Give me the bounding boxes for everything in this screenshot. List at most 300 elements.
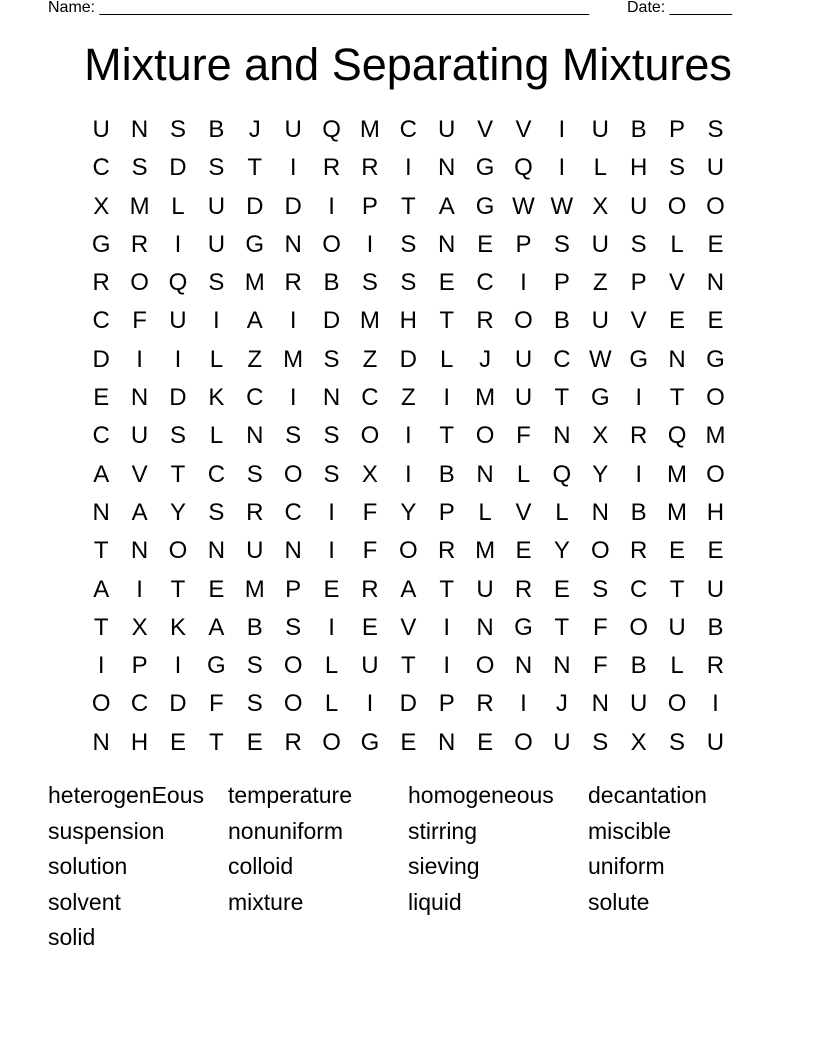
grid-cell: N: [438, 230, 456, 258]
word-list-item: mixture: [228, 888, 304, 915]
grid-cell: C: [207, 460, 226, 488]
grid-cell: L: [324, 652, 339, 680]
grid-cell: R: [361, 575, 379, 603]
grid-cell: Q: [322, 116, 341, 143]
grid-cell: U: [706, 154, 725, 182]
grid-cell: M: [244, 269, 265, 297]
grid-cell: D: [169, 154, 187, 182]
grid-cell: N: [284, 537, 302, 565]
grid-cell: E: [400, 728, 417, 756]
grid-cell: O: [475, 422, 495, 450]
grid-cell: I: [328, 498, 335, 526]
grid-cell: V: [630, 307, 647, 335]
grid-cell: N: [514, 652, 533, 680]
grid-cell: M: [283, 345, 304, 373]
grid-cell: N: [322, 384, 341, 412]
grid-cell: H: [399, 307, 417, 335]
grid-cell: O: [590, 537, 610, 565]
grid-cell: A: [246, 307, 263, 335]
grid-cell: P: [438, 690, 455, 718]
grid-cell: N: [438, 728, 456, 756]
grid-cell: O: [706, 384, 725, 412]
grid-cell: S: [553, 230, 570, 258]
header: [48, 0, 768, 20]
grid-cell: E: [323, 575, 340, 603]
grid-cell: I: [213, 307, 220, 335]
grid-cell: P: [131, 652, 148, 680]
grid-cell: G: [475, 154, 495, 182]
grid-cell: L: [593, 154, 607, 182]
grid-cell: Y: [553, 537, 570, 565]
date-field[interactable]: Date: _______: [627, 0, 732, 16]
grid-cell: T: [669, 575, 685, 603]
grid-cell: I: [328, 613, 335, 641]
grid-cell: M: [705, 422, 726, 450]
grid-cell: I: [97, 652, 105, 680]
grid-cell: D: [284, 192, 302, 220]
grid-cell: A: [131, 498, 148, 526]
grid-cell: S: [592, 575, 609, 603]
grid-cell: E: [707, 537, 724, 565]
grid-cell: I: [558, 154, 566, 182]
grid-cell: C: [476, 269, 494, 297]
name-field[interactable]: Name: _______________________________________________________: [48, 0, 589, 16]
page-title: Mixture and Separating Mixtures: [84, 39, 732, 90]
grid-cell: H: [130, 728, 149, 756]
grid-cell: A: [400, 575, 417, 603]
grid-cell: R: [361, 154, 379, 182]
grid-cell: L: [478, 498, 492, 526]
grid-cell: B: [208, 116, 225, 143]
grid-cell: S: [707, 116, 724, 143]
grid-cell: Z: [362, 345, 378, 373]
grid-cell: Q: [168, 269, 188, 297]
grid-cell: F: [209, 690, 224, 718]
grid-cell: T: [554, 613, 570, 641]
grid-cell: I: [366, 230, 374, 258]
grid-cell: T: [93, 537, 109, 565]
word-list-item: heterogenEous: [48, 782, 205, 808]
grid-cell: B: [630, 652, 647, 680]
grid-cell: T: [209, 728, 224, 756]
grid-cell: I: [136, 575, 143, 603]
grid-cell: O: [283, 690, 303, 718]
word-list-item: suspension: [48, 817, 165, 844]
grid-cell: S: [208, 154, 225, 182]
grid-cell: M: [667, 498, 688, 526]
grid-cell: X: [592, 422, 609, 450]
grid-cell: S: [246, 690, 263, 718]
grid-cell: O: [91, 690, 111, 718]
grid-cell: T: [400, 192, 416, 220]
grid-cell: S: [630, 230, 647, 258]
grid-cell: P: [438, 498, 455, 526]
word-list-item: temperature: [228, 782, 353, 808]
grid-cell: F: [592, 652, 608, 680]
grid-cell: U: [591, 230, 609, 258]
grid-cell: T: [439, 307, 455, 335]
grid-cell: E: [93, 384, 110, 412]
grid-cell: R: [438, 537, 456, 565]
grid-cell: O: [514, 728, 533, 756]
grid-cell: O: [322, 728, 341, 756]
grid-cell: A: [438, 192, 455, 220]
grid-cell: C: [130, 690, 149, 718]
grid-cell: T: [400, 652, 416, 680]
grid-cell: N: [553, 422, 571, 450]
grid-cell: O: [706, 460, 725, 488]
grid-cell: P: [553, 269, 570, 297]
grid-cell: D: [399, 345, 417, 373]
grid-cell: D: [399, 690, 417, 718]
grid-cell: I: [289, 307, 297, 335]
grid-cell: N: [668, 345, 686, 373]
grid-cell: V: [669, 269, 686, 297]
grid-cell: T: [439, 575, 455, 603]
grid-cell: T: [170, 460, 186, 488]
grid-cell: E: [246, 728, 263, 756]
grid-cell: E: [438, 269, 455, 297]
word-list-item: solution: [48, 853, 128, 880]
grid-cell: M: [359, 307, 380, 335]
grid-cell: D: [92, 345, 110, 373]
grid-cell: C: [92, 422, 110, 450]
word-list-item: miscible: [588, 817, 672, 844]
grid-cell: P: [630, 269, 647, 297]
grid-cell: S: [208, 269, 225, 297]
grid-cell: V: [131, 460, 148, 488]
grid-cell: L: [209, 422, 224, 450]
grid-cell: O: [629, 613, 648, 641]
word-list-item: solid: [48, 924, 96, 951]
grid-cell: I: [366, 690, 374, 718]
grid-cell: U: [629, 690, 648, 718]
grid-cell: S: [285, 422, 302, 450]
grid-cell: X: [361, 460, 378, 488]
grid-cell: R: [514, 575, 533, 603]
grid-cell: U: [207, 192, 226, 220]
grid-cell: T: [439, 422, 455, 450]
grid-cell: B: [707, 613, 724, 641]
grid-cell: E: [477, 728, 494, 756]
grid-cell: U: [130, 422, 149, 450]
grid-cell: B: [438, 460, 455, 488]
grid-cell: C: [92, 154, 110, 182]
grid-cell: G: [590, 384, 610, 412]
grid-cell: O: [475, 652, 495, 680]
grid-cell: P: [669, 116, 686, 143]
grid-cell: F: [516, 422, 531, 450]
grid-cell: V: [515, 116, 532, 143]
grid-cell: J: [248, 116, 261, 143]
grid-cell: S: [169, 116, 186, 143]
grid-cell: D: [169, 690, 187, 718]
grid-cell: R: [706, 652, 725, 680]
grid-cell: G: [360, 728, 380, 756]
grid-cell: U: [361, 652, 379, 680]
grid-cell: V: [477, 116, 494, 143]
grid-cell: U: [438, 116, 456, 143]
grid-cell: E: [707, 230, 724, 258]
grid-cell: O: [168, 537, 188, 565]
grid-cell: S: [246, 652, 263, 680]
grid-cell: A: [93, 575, 110, 603]
grid-cell: F: [132, 307, 147, 335]
grid-cell: E: [669, 537, 686, 565]
grid-cell: R: [476, 690, 494, 718]
grid-cell: I: [404, 460, 412, 488]
grid-cell: U: [514, 384, 533, 412]
grid-cell: M: [475, 384, 496, 412]
grid-cell: I: [635, 460, 642, 488]
grid-cell: S: [361, 269, 378, 297]
grid-cell: U: [668, 613, 686, 641]
grid-cell: I: [328, 537, 335, 565]
grid-cell: I: [136, 345, 143, 373]
grid-cell: F: [362, 498, 378, 526]
grid-cell: D: [169, 384, 187, 412]
grid-cell: I: [520, 690, 527, 718]
grid-cell: G: [514, 613, 533, 641]
grid-cell: C: [361, 384, 379, 412]
grid-cell: R: [629, 537, 648, 565]
grid-cell: N: [284, 230, 302, 258]
grid-cell: E: [669, 307, 686, 335]
grid-cell: K: [208, 384, 225, 412]
grid-cell: I: [712, 690, 719, 718]
word-list-item: colloid: [228, 853, 294, 880]
grid-cell: R: [476, 307, 494, 335]
grid-cell: I: [635, 384, 642, 412]
grid-cell: M: [667, 460, 688, 488]
grid-cell: L: [670, 652, 684, 680]
word-list-item: uniform: [588, 853, 665, 880]
grid-cell: U: [591, 116, 609, 143]
grid-cell: U: [92, 116, 110, 143]
grid-cell: O: [398, 537, 418, 565]
grid-cell: P: [515, 230, 532, 258]
grid-cell: G: [91, 230, 111, 258]
grid-cell: L: [324, 690, 339, 718]
grid-cell: W: [588, 345, 612, 373]
grid-cell: N: [92, 498, 110, 526]
grid-cell: L: [555, 498, 569, 526]
grid-cell: I: [558, 116, 566, 143]
grid-cell: U: [514, 345, 533, 373]
grid-cell: O: [706, 192, 725, 220]
grid-cell: U: [706, 728, 725, 756]
grid-cell: X: [93, 192, 110, 220]
grid-cell: H: [706, 498, 725, 526]
grid-cell: G: [207, 652, 226, 680]
grid-cell: T: [93, 613, 109, 641]
grid-cell: J: [555, 690, 568, 718]
grid-cell: L: [516, 460, 531, 488]
word-list-item: sieving: [408, 853, 480, 880]
grid-cell: A: [208, 613, 225, 641]
grid-cell: I: [174, 652, 182, 680]
grid-cell: B: [630, 498, 647, 526]
grid-cell: N: [438, 154, 456, 182]
grid-cell: N: [591, 690, 609, 718]
grid-cell: G: [245, 230, 265, 258]
word-list-item: liquid: [408, 888, 462, 915]
grid-cell: G: [475, 192, 495, 220]
word-list: [48, 778, 768, 956]
grid-cell: P: [361, 192, 378, 220]
grid-cell: N: [130, 537, 149, 565]
grid-cell: S: [323, 460, 340, 488]
grid-cell: I: [404, 154, 412, 182]
grid-cell: X: [131, 613, 148, 641]
grid-cell: V: [400, 613, 417, 641]
grid-cell: H: [629, 154, 648, 182]
grid-cell: I: [174, 345, 182, 373]
grid-cell: R: [246, 498, 264, 526]
grid-cell: D: [322, 307, 341, 335]
grid-cell: T: [170, 575, 186, 603]
grid-cell: I: [174, 230, 182, 258]
grid-cell: S: [592, 728, 609, 756]
grid-cell: B: [630, 116, 647, 143]
word-list-item: stirring: [408, 817, 478, 844]
grid-cell: E: [477, 230, 494, 258]
grid-cell: I: [443, 652, 451, 680]
grid-cell: N: [476, 460, 494, 488]
grid-cell: T: [669, 384, 685, 412]
word-list-item: nonuniform: [228, 817, 344, 844]
grid-cell: Q: [552, 460, 572, 488]
grid-cell: I: [289, 384, 297, 412]
grid-cell: I: [443, 384, 451, 412]
word-list-item: solvent: [48, 888, 121, 915]
grid-cell: S: [208, 498, 225, 526]
grid-cell: L: [670, 230, 684, 258]
grid-cell: Z: [247, 345, 263, 373]
grid-cell: S: [285, 613, 302, 641]
grid-cell: O: [283, 652, 303, 680]
grid-cell: N: [246, 422, 264, 450]
grid-cell: X: [592, 192, 609, 220]
grid-cell: E: [707, 307, 724, 335]
grid-cell: U: [706, 575, 725, 603]
grid-cell: O: [322, 230, 341, 258]
grid-cell: O: [360, 422, 380, 450]
grid-cell: O: [667, 690, 687, 718]
grid-cell: S: [669, 728, 686, 756]
grid-cell: B: [553, 307, 570, 335]
grid-cell: K: [169, 613, 186, 641]
grid-cell: R: [92, 269, 110, 297]
grid-cell: N: [553, 652, 571, 680]
grid-cell: M: [359, 116, 380, 143]
grid-cell: O: [283, 460, 303, 488]
grid-cell: Z: [400, 384, 416, 412]
grid-cell: X: [630, 728, 647, 756]
grid-cell: U: [591, 307, 609, 335]
grid-cell: R: [284, 269, 302, 297]
grid-cell: R: [130, 230, 149, 258]
grid-cell: P: [285, 575, 302, 603]
grid-cell: S: [669, 154, 686, 182]
grid-cell: E: [169, 728, 186, 756]
grid-cell: U: [476, 575, 494, 603]
grid-cell: U: [169, 307, 187, 335]
grid-cell: Q: [514, 154, 533, 182]
grid-cell: N: [207, 537, 226, 565]
grid-cell: T: [554, 384, 570, 412]
grid-cell: T: [247, 154, 263, 182]
grid-cell: S: [169, 422, 186, 450]
grid-cell: C: [399, 116, 417, 143]
grid-cell: M: [129, 192, 150, 220]
word-list-item: decantation: [588, 782, 707, 808]
grid-cell: W: [512, 192, 535, 220]
grid-cell: R: [629, 422, 648, 450]
grid-cell: E: [208, 575, 225, 603]
word-list-item: solute: [588, 888, 650, 915]
grid-cell: V: [515, 498, 532, 526]
grid-cell: I: [328, 192, 335, 220]
grid-cell: B: [246, 613, 263, 641]
grid-cell: M: [244, 575, 265, 603]
grid-cell: N: [591, 498, 609, 526]
grid-cell: F: [362, 537, 378, 565]
grid-cell: S: [323, 345, 340, 373]
grid-cell: I: [289, 154, 297, 182]
grid-cell: C: [246, 384, 264, 412]
grid-cell: G: [706, 345, 725, 373]
grid-cell: M: [475, 537, 496, 565]
grid-cell: O: [130, 269, 149, 297]
word-list-item: homogeneous: [408, 782, 554, 808]
grid-cell: E: [553, 575, 570, 603]
grid-cell: R: [284, 728, 302, 756]
grid-cell: N: [706, 269, 725, 297]
grid-cell: G: [629, 345, 648, 373]
grid-cell: L: [171, 192, 185, 220]
grid-cell: J: [479, 345, 492, 373]
grid-cell: O: [514, 307, 533, 335]
grid-cell: C: [629, 575, 648, 603]
grid-cell: I: [443, 613, 451, 641]
grid-cell: C: [553, 345, 571, 373]
grid-cell: U: [207, 230, 226, 258]
grid-cell: S: [400, 269, 417, 297]
grid-cell: Y: [169, 498, 186, 526]
grid-cell: D: [246, 192, 264, 220]
grid-cell: I: [520, 269, 527, 297]
grid-cell: F: [592, 613, 608, 641]
grid-cell: R: [322, 154, 341, 182]
grid-cell: L: [440, 345, 454, 373]
grid-cell: S: [400, 230, 417, 258]
grid-cell: W: [550, 192, 574, 220]
word-search-grid: [82, 111, 735, 762]
grid-cell: E: [361, 613, 378, 641]
grid-cell: N: [476, 613, 494, 641]
grid-cell: Y: [592, 460, 609, 488]
grid-cell: E: [515, 537, 532, 565]
grid-cell: C: [284, 498, 302, 526]
grid-cell: N: [130, 116, 149, 143]
grid-cell: U: [284, 116, 302, 143]
grid-cell: L: [209, 345, 224, 373]
grid-cell: S: [323, 422, 340, 450]
grid-cell: B: [323, 269, 340, 297]
grid-cell: Q: [667, 422, 687, 450]
grid-cell: U: [553, 728, 571, 756]
